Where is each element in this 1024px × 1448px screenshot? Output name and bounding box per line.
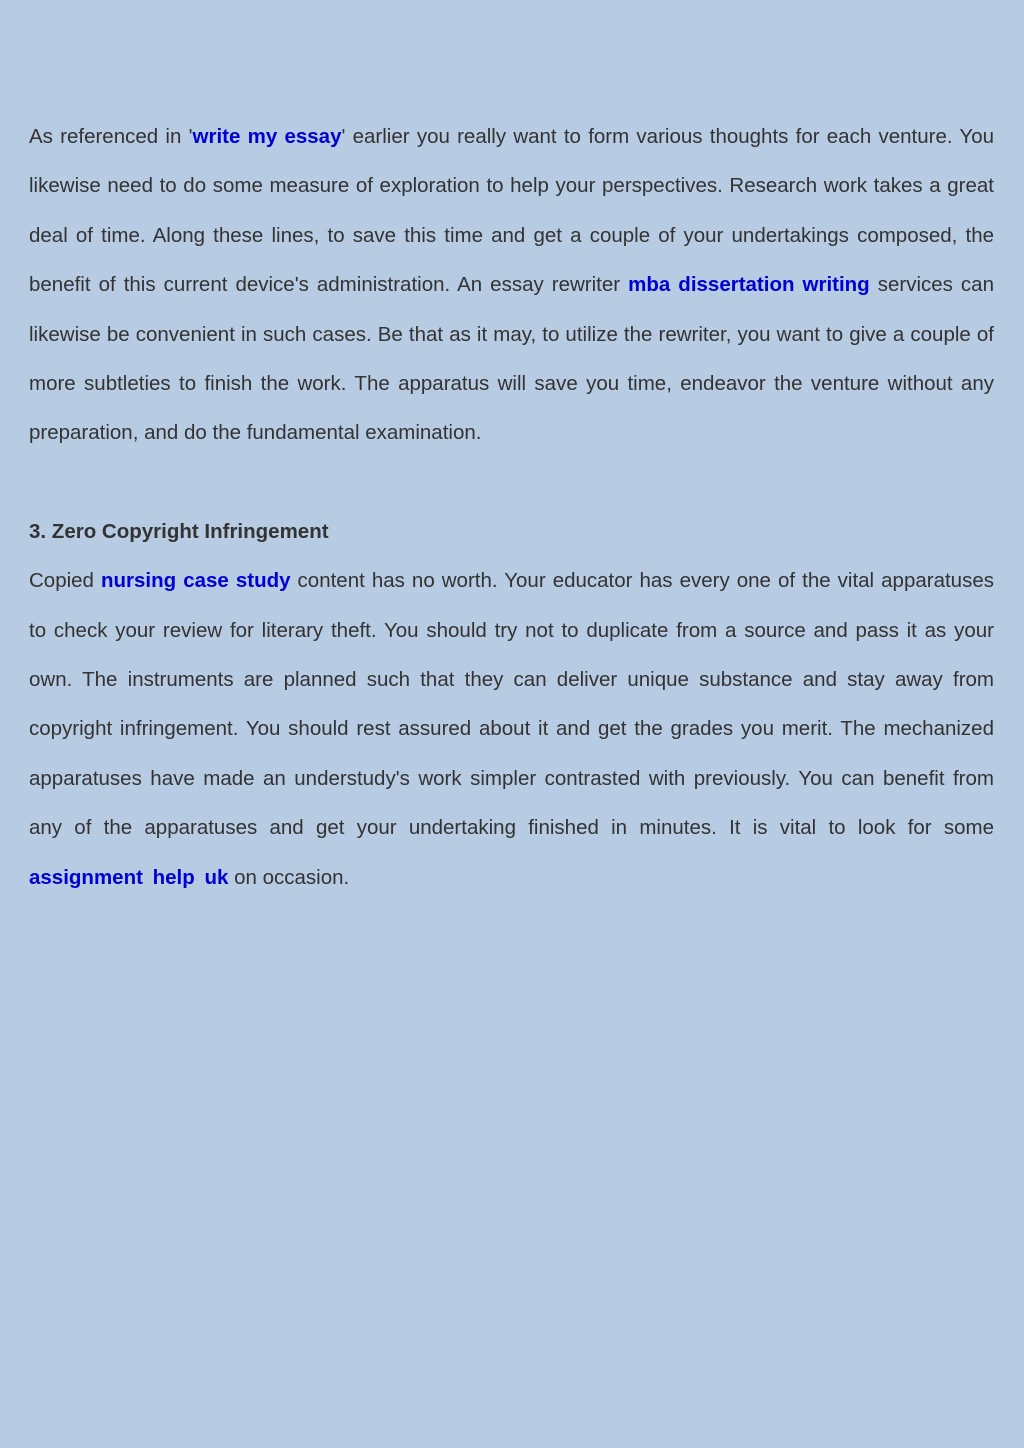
paragraph-2-text-1: Copied: [29, 569, 101, 593]
paragraph-2-text-3: on occasion.: [228, 865, 350, 889]
paragraph-1-text-2: ' earlier you really want to form various thoughts for each venture. You likewise need to do some measure of exploration to help your perspectives. Research work takes a great deal of time. Along these lines, to save this time and get a couple of your undertakings composed, the benefit of this current device's administration. An essay rewriter: [29, 125, 995, 297]
mba-dissertation-writing-link[interactable]: mba dissertation writing: [628, 273, 870, 297]
write-my-essay-link[interactable]: write my essay: [192, 125, 342, 148]
paragraph-1-text-1: As referenced in ': [29, 125, 193, 148]
nursing-case-study-link[interactable]: nursing case study: [101, 569, 291, 593]
paragraph-copyright: [29, 556, 994, 902]
assignment-help-uk-link[interactable]: assignment help uk: [29, 865, 229, 889]
paragraph-2-text-2: content has no worth. Your educator has every one of the vital apparatuses to check your review for literary theft. You should try not to duplicate from a source and pass it as your own. The instruments are planned such that they can deliver unique substance and stay away from copyright infringement. You should rest assured about it and get the grades you merit. The mechanized apparatuses have made an understudy's work simpler contrasted with previously. You can benefit from any of the apparatuses and get your undertaking finished in minutes. It is vital to look for some: [29, 569, 994, 840]
paragraph-1-text-3: services can likewise be convenient in such cases. Be that as it may, to utilize the rewriter, you want to give a couple of more subtleties to finish the work. The apparatus will save you time, endeavor the venture without any preparation, and do the fundamental examination.: [29, 273, 994, 445]
paragraph-essay-rewriter: [29, 112, 994, 458]
document-body: [29, 112, 994, 902]
section-heading: 3. Zero Copyright Infringement: [29, 519, 329, 543]
